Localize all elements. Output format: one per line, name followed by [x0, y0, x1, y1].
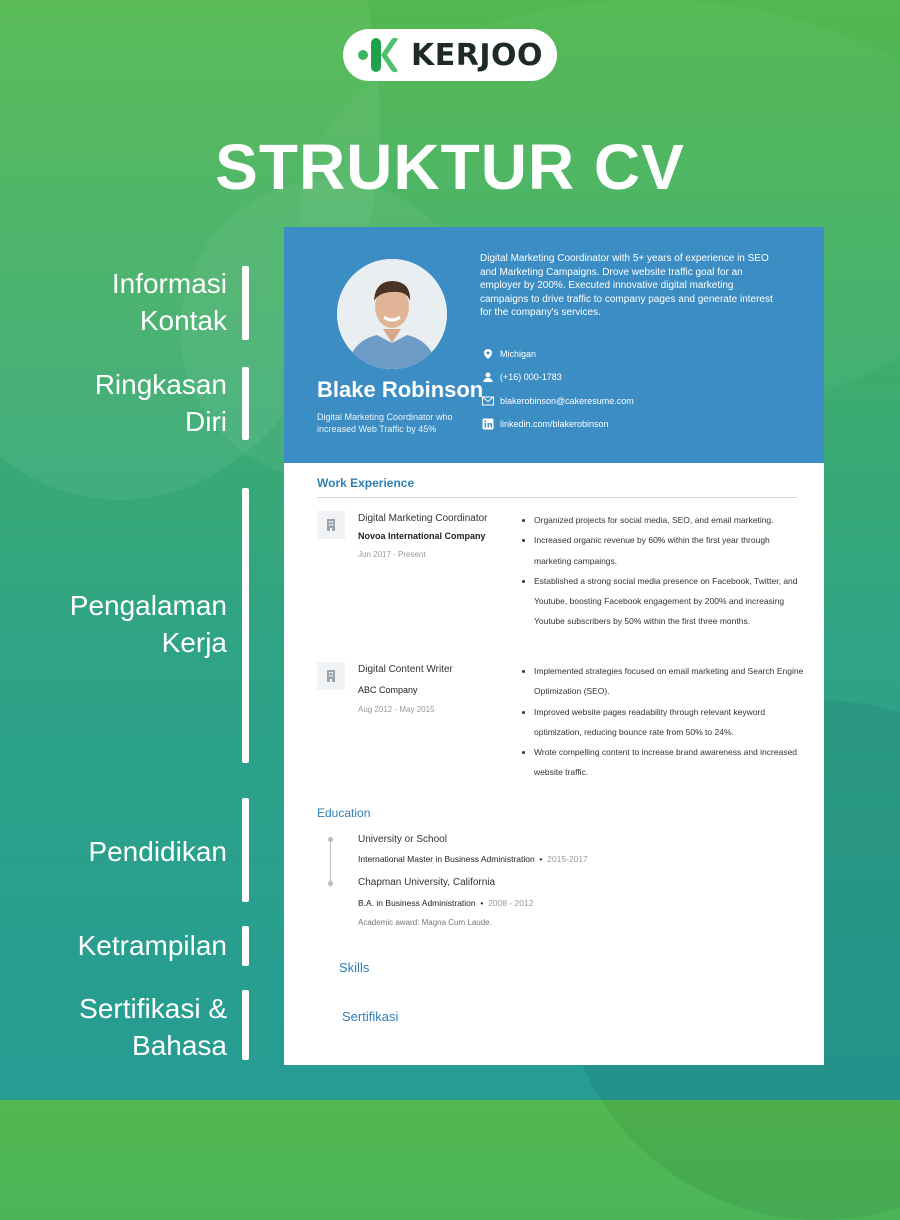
label-ketrampilan: Ketrampilan	[77, 930, 227, 961]
job-company: ABC Company	[358, 685, 418, 695]
job-item-icon	[317, 662, 345, 690]
job-bullet: • Improved website pages readability through relevant keyword optimization, reducing bounce rate from 50% to 24%.	[534, 702, 809, 743]
work-experience-heading: Work Experience	[317, 476, 415, 490]
cv-summary: Digital Marketing Coordinator with 5+ years of experience in SEO and Marketing Campaigns. Drove website traffic goal for an employer by 200%. Executed innovative digital marketing campaigns to drive traffic to company pages and generate interest for the company's services.	[480, 253, 773, 318]
contact-linkedin[interactable]: linkedin.com/blakerobinson	[482, 418, 609, 430]
job-title: Digital Content Writer	[358, 664, 453, 675]
person-icon	[482, 371, 494, 383]
page-title: STRUKTUR CV	[215, 131, 685, 203]
divider	[317, 497, 797, 498]
section-bar	[242, 990, 249, 1060]
building-icon	[324, 518, 338, 532]
section-bar	[242, 266, 249, 340]
label-informasi-kontak: Informasi Kontak	[111, 268, 227, 336]
timeline-dot	[328, 881, 333, 886]
linkedin-icon	[482, 418, 494, 430]
job-bullet: • Increased organic revenue by 60% within the first year through marketing campaings.	[534, 530, 809, 571]
label-pendidikan: Pendidikan	[88, 836, 227, 867]
certification-heading: Sertifikasi	[342, 1009, 399, 1024]
job-bullets	[520, 510, 809, 632]
skills-heading: Skills	[339, 960, 370, 975]
job-item-icon	[317, 511, 345, 539]
job-bullet: • Organized projects for social media, SEO, and email marketing.	[534, 510, 809, 530]
contact-email[interactable]: blakerobinson@cakeresume.com	[482, 395, 634, 407]
job-title: Digital Marketing Coordinator	[358, 513, 488, 524]
edu-school: University or School	[358, 834, 447, 845]
timeline-line	[330, 839, 331, 887]
contact-location: Michigan	[482, 348, 536, 360]
label-sertifikasi-bahasa: Sertifikasi & Bahasa	[79, 993, 227, 1061]
job-bullet: • Wrote compelling content to increase brand awareness and increased website traffic.	[534, 742, 809, 783]
timeline-dot	[328, 837, 333, 842]
edu-degree: International Master in Business Administration • 2015-2017	[358, 854, 588, 864]
job-bullets	[520, 661, 809, 783]
kerjoo-logo[interactable]	[343, 29, 557, 81]
education-heading: Education	[317, 806, 371, 820]
brand-name: KERJOO	[410, 37, 543, 73]
label-ringkasan-diri: Ringkasan Diri	[94, 369, 227, 437]
section-bar	[242, 367, 249, 440]
job-bullet: • Implemented strategies focused on email marketing and Search Engine Optimization (SEO).	[534, 661, 809, 702]
section-bar	[242, 798, 249, 902]
contact-phone: (+16) 000-1783	[482, 371, 562, 383]
cv-name: Blake Robinson	[317, 377, 484, 402]
section-bar	[242, 926, 249, 966]
edu-degree: B.A. in Business Administration • 2008 - 2012	[358, 898, 534, 908]
job-date: Aug 2012 - May 2015	[358, 705, 435, 714]
building-icon	[324, 669, 338, 683]
cv-document	[284, 227, 824, 1065]
job-company: Novoa International Company	[358, 531, 486, 541]
mail-icon	[482, 395, 494, 407]
cv-header	[284, 227, 824, 463]
profile-photo	[337, 259, 447, 369]
cv-tagline: Digital Marketing Coordinator who increased Web Traffic by 45%	[317, 412, 453, 434]
edu-school: Chapman University, California	[358, 877, 496, 888]
job-bullet: • Established a strong social media presence on Facebook, Twitter, and Youtube, boosting Facebook engagement by 200% and increasing Youtube subscribers by 50% within the first three months.	[534, 571, 809, 632]
section-bar	[242, 488, 249, 763]
label-pengalaman-kerja: Pengalaman Kerja	[69, 590, 227, 658]
job-date: Jun 2017 - Present	[358, 550, 426, 559]
location-pin-icon	[482, 348, 494, 360]
kerjoo-logo-icon	[357, 33, 401, 77]
edu-award: Academic award: Magna Cum Laude.	[358, 918, 492, 927]
